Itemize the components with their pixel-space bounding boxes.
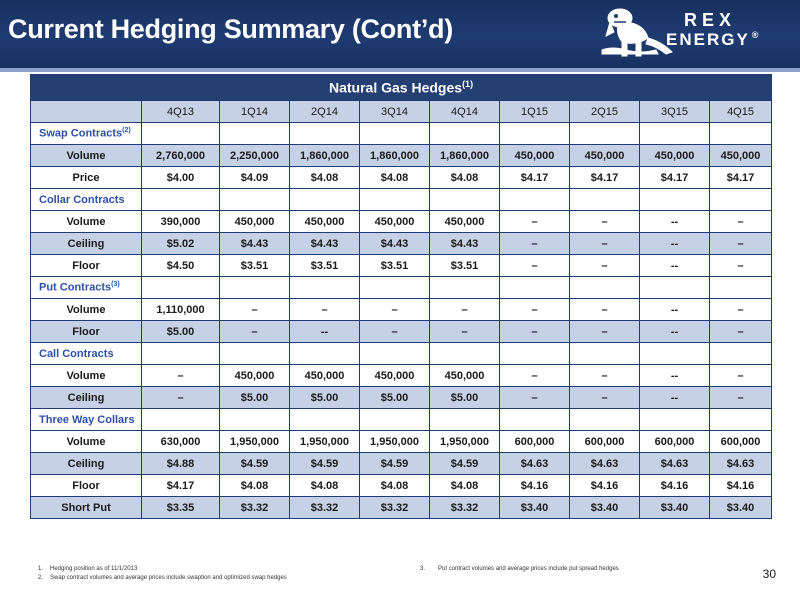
table-cell: $3.32	[360, 497, 430, 519]
table-cell: $5.02	[142, 233, 220, 255]
table-cell: $4.17	[142, 475, 220, 497]
row-label: Short Put	[31, 497, 142, 519]
empty-cell	[640, 409, 710, 431]
table-cell: –	[290, 299, 360, 321]
table-cell: 1,110,000	[142, 299, 220, 321]
empty-cell	[360, 409, 430, 431]
section-label	[31, 123, 142, 145]
table-cell: --	[640, 211, 710, 233]
empty-cell	[430, 343, 500, 365]
section-label	[31, 409, 142, 431]
section-label	[31, 343, 142, 365]
empty-cell	[220, 189, 290, 211]
row-label: Ceiling	[31, 387, 142, 409]
table-cell: –	[500, 299, 570, 321]
table-cell: 450,000	[710, 145, 772, 167]
empty-cell	[500, 277, 570, 299]
table-cell: –	[142, 365, 220, 387]
table-cell: $5.00	[430, 387, 500, 409]
table-cell: 630,000	[142, 431, 220, 453]
empty-cell	[500, 409, 570, 431]
row-label: Price	[31, 167, 142, 189]
section-header-row	[31, 189, 772, 211]
table-title-text: Natural Gas Hedges	[329, 79, 463, 96]
section-label-text: Three Way Collars	[39, 413, 135, 426]
company-logo	[596, 2, 796, 64]
table-cell: --	[640, 255, 710, 277]
table-row	[31, 167, 772, 189]
table-cell: --	[640, 299, 710, 321]
footnote-3	[420, 565, 619, 574]
table-cell: 450,000	[430, 365, 500, 387]
table-cell: 450,000	[570, 145, 640, 167]
table-cell: $4.17	[500, 167, 570, 189]
footnote-number: 3.	[420, 566, 426, 572]
table-cell: –	[710, 211, 772, 233]
table-cell: --	[290, 321, 360, 343]
empty-cell	[640, 189, 710, 211]
footnote-text: Put contract volumes and average prices include put spread hedges	[438, 566, 619, 572]
empty-cell	[570, 343, 640, 365]
section-label-text: Call Contracts	[39, 347, 114, 360]
table-cell: –	[500, 255, 570, 277]
table-cell: –	[570, 321, 640, 343]
table-cell: 1,950,000	[290, 431, 360, 453]
table-cell: 600,000	[710, 431, 772, 453]
empty-cell	[710, 343, 772, 365]
section-header-row	[31, 343, 772, 365]
table-cell: –	[710, 321, 772, 343]
logo-energy-text: ENERGY	[666, 30, 750, 49]
table-row	[31, 497, 772, 519]
empty-cell	[570, 123, 640, 145]
table-cell: –	[710, 299, 772, 321]
row-label: Volume	[31, 211, 142, 233]
table-cell: $3.40	[640, 497, 710, 519]
table-cell: $3.40	[570, 497, 640, 519]
table-cell: --	[640, 321, 710, 343]
table-cell: –	[500, 233, 570, 255]
table-cell: $4.08	[360, 475, 430, 497]
table-cell: –	[430, 321, 500, 343]
table-cell: $4.08	[290, 167, 360, 189]
table-cell: –	[142, 387, 220, 409]
table-cell: $4.59	[360, 453, 430, 475]
table-title-footnote: (1)	[462, 79, 474, 90]
empty-cell	[500, 343, 570, 365]
table-cell: 1,950,000	[220, 431, 290, 453]
table-cell: $4.59	[220, 453, 290, 475]
table-cell: $4.63	[640, 453, 710, 475]
row-label: Volume	[31, 145, 142, 167]
table-cell: –	[500, 387, 570, 409]
footnote-number: 2.	[38, 575, 44, 581]
table-cell: –	[570, 255, 640, 277]
table-cell: $4.17	[710, 167, 772, 189]
row-label: Volume	[31, 365, 142, 387]
table-cell: 600,000	[500, 431, 570, 453]
empty-cell	[710, 409, 772, 431]
table-cell: –	[430, 299, 500, 321]
empty-cell	[710, 123, 772, 145]
empty-cell	[640, 123, 710, 145]
table-cell: $4.08	[430, 475, 500, 497]
table-cell: 600,000	[570, 431, 640, 453]
empty-cell	[640, 277, 710, 299]
table-cell: –	[710, 255, 772, 277]
table-cell: $3.51	[430, 255, 500, 277]
section-footnote-marker: (2)	[122, 127, 131, 135]
empty-cell	[360, 189, 430, 211]
header-accent-stripe	[0, 68, 800, 72]
table-cell: 450,000	[430, 211, 500, 233]
column-header: 2Q15	[570, 101, 640, 123]
row-label: Floor	[31, 475, 142, 497]
empty-cell	[640, 343, 710, 365]
table-cell: 390,000	[142, 211, 220, 233]
empty-cell	[290, 123, 360, 145]
table-cell: 1,950,000	[430, 431, 500, 453]
column-header: 3Q15	[640, 101, 710, 123]
table-cell: –	[360, 299, 430, 321]
table-cell: $5.00	[290, 387, 360, 409]
table-cell: $4.08	[360, 167, 430, 189]
table-cell: 600,000	[640, 431, 710, 453]
table-cell: 450,000	[640, 145, 710, 167]
table-cell: 2,250,000	[220, 145, 290, 167]
column-header-empty	[31, 101, 142, 123]
empty-cell	[570, 189, 640, 211]
table-cell: $4.63	[570, 453, 640, 475]
table-cell: $4.16	[500, 475, 570, 497]
footnote-1	[38, 565, 287, 574]
table-cell: $4.43	[220, 233, 290, 255]
table-cell: $3.40	[500, 497, 570, 519]
table-cell: $4.09	[220, 167, 290, 189]
empty-cell	[220, 409, 290, 431]
table-cell: 450,000	[220, 365, 290, 387]
table-cell: 450,000	[360, 211, 430, 233]
empty-cell	[290, 189, 360, 211]
table-cell: $4.08	[290, 475, 360, 497]
table-cell: 1,860,000	[360, 145, 430, 167]
table-row	[31, 387, 772, 409]
footnote-number: 1.	[38, 566, 44, 572]
column-header: 4Q15	[710, 101, 772, 123]
table-title-row	[31, 75, 772, 101]
table-cell: 1,860,000	[430, 145, 500, 167]
page-title: Current Hedging Summary (Cont’d)	[8, 14, 453, 44]
column-header-row	[31, 101, 772, 123]
table-row	[31, 255, 772, 277]
table-cell: 450,000	[290, 365, 360, 387]
header-bar	[0, 0, 800, 68]
footnote-2	[38, 574, 287, 583]
table-cell: $4.08	[220, 475, 290, 497]
logo-word-energy	[666, 30, 760, 50]
table-cell: $3.32	[290, 497, 360, 519]
table-row	[31, 431, 772, 453]
table-cell: $4.59	[290, 453, 360, 475]
table-cell: –	[570, 365, 640, 387]
empty-cell	[430, 409, 500, 431]
column-header: 1Q15	[500, 101, 570, 123]
table-row	[31, 299, 772, 321]
table-cell: $5.00	[220, 387, 290, 409]
empty-cell	[570, 409, 640, 431]
table-row	[31, 145, 772, 167]
empty-cell	[142, 189, 220, 211]
table-cell: –	[220, 321, 290, 343]
table-cell: –	[710, 233, 772, 255]
section-header-row	[31, 123, 772, 145]
table-cell: $4.88	[142, 453, 220, 475]
empty-cell	[430, 123, 500, 145]
table-cell: $4.16	[570, 475, 640, 497]
table-cell: 450,000	[220, 211, 290, 233]
table-cell: $4.00	[142, 167, 220, 189]
table-row	[31, 321, 772, 343]
table-cell: --	[640, 233, 710, 255]
table-row	[31, 453, 772, 475]
table-cell: 450,000	[290, 211, 360, 233]
table-cell: $4.50	[142, 255, 220, 277]
empty-cell	[570, 277, 640, 299]
empty-cell	[500, 189, 570, 211]
table-cell: $4.43	[430, 233, 500, 255]
table-cell: $3.32	[220, 497, 290, 519]
section-label-text: Put Contracts	[39, 281, 112, 294]
empty-cell	[290, 277, 360, 299]
section-label-text: Swap Contracts	[39, 127, 123, 140]
table-cell: $3.51	[220, 255, 290, 277]
table-cell: $4.43	[360, 233, 430, 255]
table-row	[31, 475, 772, 497]
empty-cell	[290, 343, 360, 365]
table-cell: $4.63	[710, 453, 772, 475]
table-cell: $5.00	[142, 321, 220, 343]
hedges-table	[30, 74, 772, 519]
section-footnote-marker: (3)	[111, 281, 120, 289]
table-cell: $3.35	[142, 497, 220, 519]
empty-cell	[360, 343, 430, 365]
table-cell: 450,000	[360, 365, 430, 387]
table-row	[31, 233, 772, 255]
table-cell: –	[570, 387, 640, 409]
table-cell: –	[360, 321, 430, 343]
row-label: Floor	[31, 321, 142, 343]
table-cell: $3.51	[290, 255, 360, 277]
table-cell: $4.17	[640, 167, 710, 189]
table-cell: --	[640, 365, 710, 387]
table-cell: –	[220, 299, 290, 321]
dinosaur-mascot-icon	[596, 2, 676, 62]
section-header-row	[31, 277, 772, 299]
table-cell: –	[570, 299, 640, 321]
column-header: 3Q14	[360, 101, 430, 123]
table-cell: –	[710, 365, 772, 387]
footnotes-right	[420, 565, 619, 574]
table-cell: –	[500, 321, 570, 343]
table-cell: 1,950,000	[360, 431, 430, 453]
empty-cell	[710, 189, 772, 211]
page-number: 30	[762, 567, 776, 581]
table-cell: $3.51	[360, 255, 430, 277]
table-cell: $4.17	[570, 167, 640, 189]
empty-cell	[430, 189, 500, 211]
table-cell: $4.16	[640, 475, 710, 497]
column-header: 4Q13	[142, 101, 220, 123]
table-cell: $4.08	[430, 167, 500, 189]
empty-cell	[500, 123, 570, 145]
column-header: 4Q14	[430, 101, 500, 123]
table-title	[31, 75, 772, 101]
table-cell: $4.43	[290, 233, 360, 255]
table-cell: 2,760,000	[142, 145, 220, 167]
table-row	[31, 211, 772, 233]
table-cell: $4.59	[430, 453, 500, 475]
empty-cell	[430, 277, 500, 299]
section-header-row	[31, 409, 772, 431]
row-label: Volume	[31, 299, 142, 321]
table-cell: –	[570, 233, 640, 255]
registered-mark: ®	[751, 30, 761, 40]
logo-word-rex: REX	[684, 10, 737, 30]
section-label	[31, 277, 142, 299]
table-cell: $4.63	[500, 453, 570, 475]
row-label: Ceiling	[31, 233, 142, 255]
footnote-text: Hedging position as of 11/1/2013	[50, 566, 138, 572]
table-cell: 450,000	[500, 145, 570, 167]
empty-cell	[142, 343, 220, 365]
empty-cell	[220, 123, 290, 145]
table-cell: $5.00	[360, 387, 430, 409]
empty-cell	[220, 277, 290, 299]
table-cell: –	[710, 387, 772, 409]
empty-cell	[290, 409, 360, 431]
empty-cell	[220, 343, 290, 365]
section-label-text: Collar Contracts	[39, 193, 125, 206]
empty-cell	[142, 277, 220, 299]
row-label: Ceiling	[31, 453, 142, 475]
empty-cell	[142, 409, 220, 431]
empty-cell	[710, 277, 772, 299]
row-label: Volume	[31, 431, 142, 453]
footnote-text: Swap contract volumes and average prices include swaption and optimized swap hedges	[50, 575, 287, 581]
row-label: Floor	[31, 255, 142, 277]
column-header: 1Q14	[220, 101, 290, 123]
table-cell: –	[500, 211, 570, 233]
empty-cell	[360, 277, 430, 299]
empty-cell	[360, 123, 430, 145]
empty-cell	[142, 123, 220, 145]
table-cell: $4.16	[710, 475, 772, 497]
table-cell: $3.32	[430, 497, 500, 519]
table-row	[31, 365, 772, 387]
table-cell: –	[500, 365, 570, 387]
table-cell: 1,860,000	[290, 145, 360, 167]
table-cell: –	[570, 211, 640, 233]
footnotes-left	[38, 565, 287, 583]
column-header: 2Q14	[290, 101, 360, 123]
section-label	[31, 189, 142, 211]
table-cell: --	[640, 387, 710, 409]
table-cell: $3.40	[710, 497, 772, 519]
